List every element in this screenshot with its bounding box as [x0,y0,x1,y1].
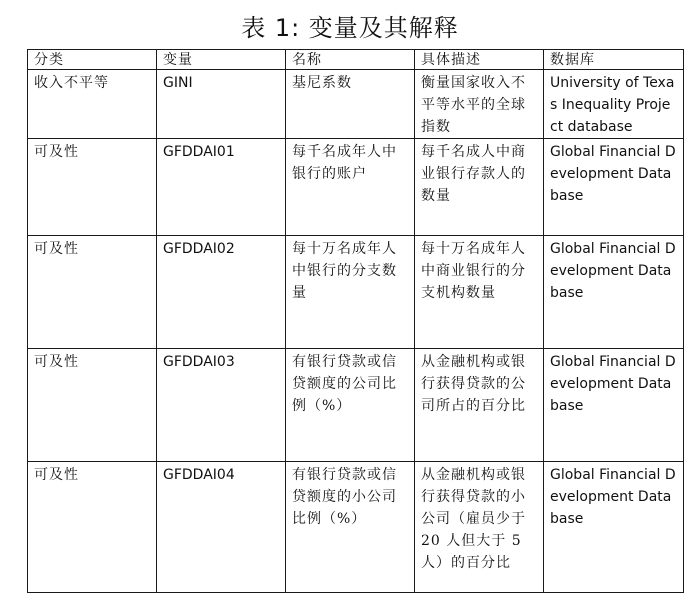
cell-name: 每千名成年人中银行的账户 [286,139,415,236]
header-description: 具体描述 [415,50,544,70]
table-row [28,139,684,236]
cell-description: 从金融机构或银行获得贷款的公司所占的百分比 [415,349,544,462]
cell-description: 每十万名成年人中商业银行的分支机构数量 [415,236,544,349]
cell-name: 有银行贷款或信贷额度的小公司比例（%） [286,462,415,593]
table-row [28,236,684,349]
cell-database: University of Texas Inequality Project database [544,70,684,139]
variables-table [27,49,684,593]
table-title: 表 1: 变量及其解释 [241,14,459,42]
cell-category: 可及性 [28,139,157,236]
cell-variable: GFDDAI02 [157,236,286,349]
cell-variable: GFDDAI04 [157,462,286,593]
table-header-row [28,50,684,70]
header-database: 数据库 [544,50,684,70]
header-name: 名称 [286,50,415,70]
cell-category: 收入不平等 [28,70,157,139]
cell-category: 可及性 [28,236,157,349]
cell-variable: GINI [157,70,286,139]
table-row [28,462,684,593]
cell-database: Global Financial Development Database [544,236,684,349]
header-variable: 变量 [157,50,286,70]
cell-name: 有银行贷款或信贷额度的公司比例（%） [286,349,415,462]
cell-name: 基尼系数 [286,70,415,139]
cell-description: 从金融机构或银行获得贷款的小公司（雇员少于 20 人但大于 5 人）的百分比 [415,462,544,593]
cell-description: 衡量国家收入不平等水平的全球指数 [415,70,544,139]
table-row [28,70,684,139]
table-row [28,349,684,462]
cell-category: 可及性 [28,462,157,593]
cell-name: 每十万名成年人中银行的分支数量 [286,236,415,349]
cell-description: 每千名成人中商业银行存款人的数量 [415,139,544,236]
cell-category: 可及性 [28,349,157,462]
cell-variable: GFDDAI03 [157,349,286,462]
cell-database: Global Financial Development Database [544,462,684,593]
header-category: 分类 [28,50,157,70]
cell-database: Global Financial Development Database [544,139,684,236]
cell-variable: GFDDAI01 [157,139,286,236]
cell-database: Global Financial Development Database [544,349,684,462]
